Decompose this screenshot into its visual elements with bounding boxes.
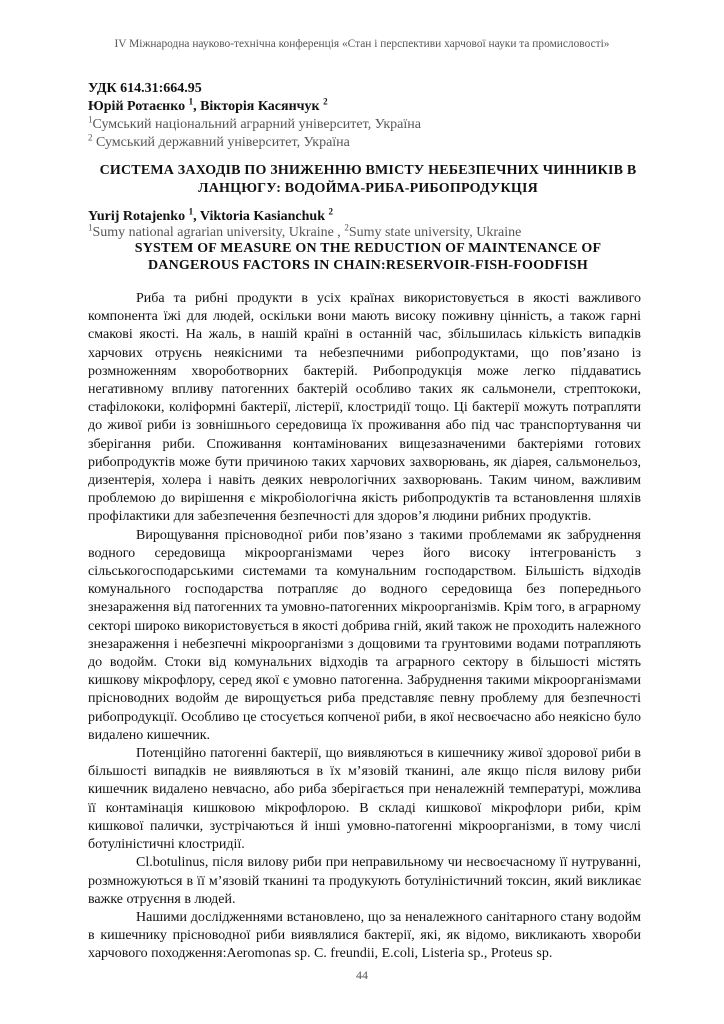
ua-title-line-2: ЛАНЦЮГУ: ВОДОЙМА-РИБА-РИБОПРОДУКЦІЯ — [198, 181, 538, 196]
en-author-1-sup: 1 — [188, 206, 194, 217]
ua-title-line-1: СИСТЕМА ЗАХОДІВ ПО ЗНИЖЕННЮ ВМІСТУ НЕБЕЗПЕЧНИХ ЧИННИКІВ В — [99, 163, 637, 178]
ua-affiliation-2-text: Сумський державний університет, Україна — [92, 135, 350, 150]
ua-authors — [88, 98, 648, 116]
paragraph-4: Cl.botulinus, після вилову риби при неправильному чи несвоєчасному її нутруванні, розмножуються в її м’язовій тканині та продукують ботуліністичний токсин, який викликає важке отруєння в людей. — [88, 855, 641, 907]
en-author-2-sup: 2 — [328, 206, 333, 217]
en-affiliation-2-text: Sumy state university, Ukraine — [348, 225, 522, 240]
en-affiliation-2-sup: 2 — [344, 222, 349, 233]
en-author-separator: , — [193, 209, 200, 224]
ua-affiliation-1 — [88, 116, 648, 134]
body-text — [88, 290, 641, 964]
page-number: 44 — [356, 968, 368, 982]
paragraph-2: Вирощування прісноводної риби пов’язано з такими проблемами як забруднення водного середовища мікроорганізмами через його високу інтегрованість з сільськогосподарськими системами та комунальним господарством. Більшість відходів комунального господарства потрапляє до водного середовища без попереднього знезараження від патогенних та умовно-патогенних мікроорганізмів. Крім того, в аграрному секторі широко використовується в якості добрива гній, який також не проходить належного знезараження і небезпечні мікроорганізми з дощовими та грунтовими водами потрапляють до водойм. Стоки від комунальних відходів та аграрного сектору в більшості містять кишкову мікрофлору, серед якої є умовно патогенна. Забруднення такими мікроорганізмами прісноводних водойм де вирощується риба представляє певну проблему для безпечності рибопродукції. Особливо це стосується копченої риби, в якої несвоєчасно або неякісно було видалено кишечник. — [88, 527, 641, 743]
ua-author-1-sup: 1 — [188, 96, 194, 107]
paragraph-5: Нашими дослідженнями встановлено, що за неналежного санітарного стану водойм в кишечнику прісноводної риби виявлялися бактерії, які, як відомо, викликають хвороби харчового походження:Aeromonas sp. C. freundii, E.coli, Listeria sp., Proteus sp. — [88, 909, 641, 962]
en-title-line-1: SYSTEM OF MEASURE ON THE REDUCTION OF MAINTENANCE OF — [134, 241, 602, 256]
en-author-2: Viktoria Kasianchuk — [199, 209, 329, 224]
en-affiliation-1-sup: 1 — [88, 222, 93, 233]
ua-affiliation-2-sup: 2 — [88, 132, 93, 143]
paragraph-3: Потенційно патогенні бактерії, що виявляються в кишечнику живої здорової риби в більшості випадків не виявляються в їх м’язовій тканині, але якщо після вилову риби кишечник видалено невчасно, або риба зберігається при неналежній температурі, можлива її контамінація кишковою мікрофлорою. В складі кишкової мікрофлори риби, крім кишкової палички, зустрічаються й інші умовно-патогенні мікроорганізми, в тому числі ботуліністичні клостридії. — [88, 746, 641, 853]
ua-author-1: Юрій Ротаєнко — [88, 99, 189, 114]
running-header: IV Міжнародна науково-технічна конференція «Стан і перспективи харчової науки та промисловості» — [114, 38, 610, 50]
paragraph-1: Риба та рибні продукти в усіх країнах використовується в якості важливого компонента їжі для людей, оскільки вони мають високу поживну цінність, а також гарні смакові якості. На жаль, в нашій країні в останній час, збільшилась кількість випадків харчових отруєнь неякісними та небезпечними рибопродуктами, що пов’язано із розмноженням хвороботворних бактерій. Рибопродукція може легко піддаватись негативному впливу патогенних бактерій особливо таких як сальмонели, стрептококи, стафілококи, коліформні бактерії, лістерії, клостридії тощо. Ці бактерії можуть потрапляти до живої риби із зовнішнього середовища їх проживання або під час транспортування чи зберігання риби. Споживання контамінованих вищезазначеними бактеріями готових рибопродуктів може бути причиною таких харчових захворювань, як діарея, сальмонельоз, дизентерія, холера і навіть деяких неврологічних захворювань. Таким чином, важливим проблемою до вирішення є мікробіологічна якість рибопродуктів та встановлення шляхів профілактики для забезпечення безпечності для здоров’я людини рибних продуктів. — [88, 291, 641, 525]
ua-author-separator: , — [193, 99, 201, 114]
ua-author-2: Вікторія Касянчук — [200, 99, 324, 114]
udc-code: УДК 614.31:664.95 — [88, 81, 202, 96]
ua-affiliation-1-text: Сумський національний аграрний університет, Україна — [92, 117, 421, 132]
ua-affiliation-1-sup: 1 — [88, 114, 93, 125]
en-affiliation-1-text: Sumy national agrarian university, Ukraine , — [92, 225, 345, 240]
ua-author-2-sup: 2 — [323, 96, 328, 107]
ua-affiliation-2 — [88, 134, 648, 152]
en-author-1: Yurij Rotajenko — [88, 209, 189, 224]
en-title-line-2: DANGEROUS FACTORS IN CHAIN:RESERVOIR-FISH-FOODFISH — [147, 258, 589, 273]
